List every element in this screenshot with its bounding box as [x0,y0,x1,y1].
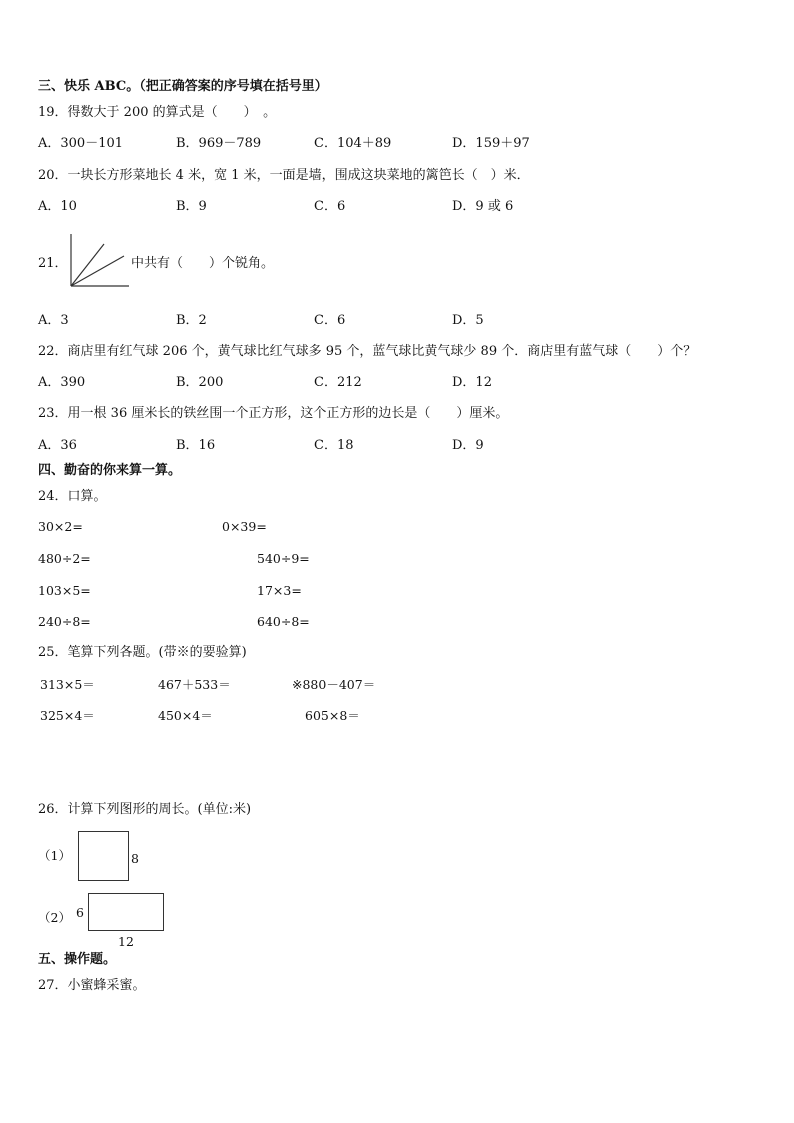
mental-calc-item: 103×5= [38,583,91,598]
q20-option-c: C．6 [314,199,346,214]
question-21-number: 21． [38,256,68,271]
mental-calc-item: 0×39= [222,519,267,534]
q23-option-d: D．9 [452,438,484,453]
mental-calc-item: 30×2= [38,519,83,534]
square-side-label: 8 [131,851,139,866]
figure-2-tag: （2） [38,910,71,925]
question-19-stem: 19．得数大于 200 的算式是（ ） 。 [38,105,277,120]
question-27-stem: 27．小蜜蜂采蜜。 [38,978,146,993]
mental-calc-item: 640÷8= [257,614,310,629]
q19-option-a: A．300－101 [38,136,124,151]
question-26-stem: 26．计算下列图形的周长。(单位:米) [38,802,252,817]
q21-option-d: D．5 [452,313,484,328]
question-21-stem: 中共有（ ）个锐角。 [131,256,275,271]
section-5-title: 五、操作题。 [38,952,117,967]
q22-option-c: C．212 [314,375,362,390]
q21-option-b: B．2 [176,313,207,328]
section-4-title: 四、勤奋的你来算一算。 [38,463,182,478]
written-calc-item: 467＋533＝ [158,677,231,692]
rectangle-width-label: 12 [118,934,134,949]
q21-option-c: C．6 [314,313,346,328]
question-23-stem: 23．用一根 36 厘米长的铁丝围一个正方形，这个正方形的边长是（ ）厘米。 [38,406,509,421]
question-24-stem: 24．口算。 [38,489,107,504]
q21-option-a: A．3 [38,313,69,328]
mental-calc-item: 240÷8= [38,614,91,629]
q23-option-c: C．18 [314,438,354,453]
angles-figure [68,232,132,290]
mental-calc-item: 540÷9= [257,551,310,566]
question-25-stem: 25．笔算下列各题。(带※的要验算) [38,645,247,660]
q19-option-c: C．104＋89 [314,136,392,151]
question-22-stem: 22．商店里有红气球 206 个，黄气球比红气球多 95 个，蓝气球比黄气球少 89 个．商店里有蓝气球（ ）个？ [38,344,697,359]
q22-option-d: D．12 [452,375,492,390]
written-calc-item: ※880－407＝ [292,677,376,692]
mental-calc-item: 480÷2= [38,551,91,566]
q20-option-a: A．10 [38,199,77,214]
q23-option-b: B．16 [176,438,216,453]
written-calc-item: 450×4＝ [158,708,213,723]
question-20-stem: 20．一块长方形菜地长 4 米，宽 1 米，一面是墙，围成这块菜地的篱笆长（ ）米． [38,168,530,183]
q19-option-b: B．969－789 [176,136,262,151]
q23-option-a: A．36 [38,438,77,453]
written-calc-item: 325×4＝ [40,708,95,723]
figure-1-tag: （1） [38,848,71,863]
written-calc-item: 605×8＝ [305,708,360,723]
mental-calc-item: 17×3= [257,583,302,598]
q20-option-b: B．9 [176,199,207,214]
q19-option-d: D．159＋97 [452,136,530,151]
rectangle-figure [88,893,164,931]
q22-option-a: A．390 [38,375,86,390]
section-3-title: 三、快乐 ABC。（把正确答案的序号填在括号里） [38,79,328,94]
rectangle-height-label: 6 [76,905,84,920]
q20-option-d: D．9 或 6 [452,199,514,214]
written-calc-item: 313×5＝ [40,677,95,692]
square-figure [78,831,129,881]
q22-option-b: B．200 [176,375,224,390]
